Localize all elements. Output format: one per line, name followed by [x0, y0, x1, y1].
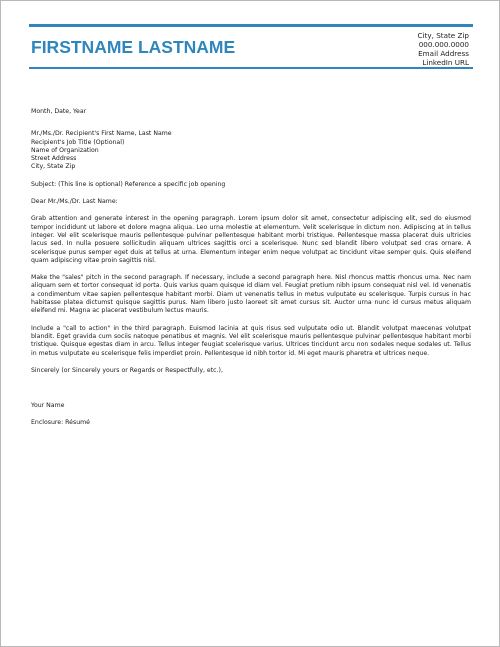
subject-line: Subject: (This line is optional) Reference a specific job opening	[31, 180, 226, 188]
recipient-line: City, State Zip	[31, 163, 76, 171]
contact-linkedin: LinkedIn URL	[422, 58, 469, 67]
closing-line: Sincerely (or Sincerely yours or Regards or Respectfully, etc.),	[31, 366, 223, 374]
contact-city: City, State Zip	[417, 31, 469, 40]
enclosure-line: Enclosure: Résumé	[31, 419, 90, 427]
letter-body	[31, 108, 471, 428]
recipient-line: Mr./Ms./Dr. Recipient's First Name, Last Name	[31, 130, 172, 138]
contact-block	[418, 31, 469, 67]
applicant-name: FIRSTNAME LASTNAME	[31, 37, 236, 57]
contact-phone: 000.000.0000	[418, 40, 469, 49]
sales-paragraph: Make the "sales" pitch in the second paragraph. If necessary, include a second paragraph here. Nisl rhoncus mattis rhoncus urna. Nec nam aliquam sem et tortor consequat id porta. Quis varius quam quisque id diam vel. Feugiat pretium nibh ipsum consequat nisl vel. Id venenatis a condimentum vitae sapien pellentesque habitant morbi. Diam ut venenatis tellus in metus vulputate eu scelerisque. Turpis cursus in hac habitasse platea dictumst quisque sagittis purus. Nam libero justo laoreet sit amet cursus sit. Auctor urna nunc id cursus metus aliquam eleifend mi. Magna ac placerat vestibulum lectus mauris.	[31, 274, 471, 315]
recipient-line: Name of Organization	[31, 146, 99, 154]
header-rule-bottom	[29, 67, 473, 69]
recipient-line: Street Address	[31, 155, 77, 163]
call-to-action-paragraph: Include a "call to action" in the third paragraph. Euismod lacinia at quis risus sed vulputate odio ut. Blandit volutpat maecenas volutpat blandit. Eget gravida cum sociis natoque penatibus et magnis. Vel elit scelerisque mauris pellentesque pulvinar pellentesque habitant morbi tristique. Quisque egestas diam in arcu. Tellus integer feugiat scelerisque varius. Ultrices tincidunt arcu non sodales neque sodales ut. Tellus in metus vulputate eu scelerisque felis imperdiet proin. Pellentesque id nibh tortor id. Mi eget mauris pharetra et ultrices neque.	[31, 324, 471, 357]
recipient-block	[31, 130, 471, 171]
header-rule-top	[29, 24, 473, 27]
contact-email: Email Address	[418, 49, 469, 58]
signature-name: Your Name	[31, 402, 65, 410]
opening-paragraph: Grab attention and generate interest in the opening paragraph. Lorem ipsum dolor sit amet, consectetur adipiscing elit, sed do eiusmod tempor incididunt ut labore et dolore magna aliqua. Leo urna molestie at elementum. Velit scelerisque in dictum non. Adipiscing at in tellus integer. Vel elit scelerisque mauris pellentesque pulvinar pellentesque habitant morbi tristique. Pellentesque massa placerat duis ultricies lacus sed. In nulla posuere sollicitudin aliquam ultrices sagittis orci a scelerisque. Nunc sed blandit libero volutpat sed cras ornare. A scelerisque purus semper eget duis at tellus at urna. Elementum integer enim neque volutpat ac tincidunt vitae semper quis. Quis eleifend quam adipiscing vitae proin sagittis nisl.	[31, 215, 471, 264]
salutation: Dear Mr./Ms./Dr. Last Name:	[31, 198, 118, 206]
letter-date: Month, Date, Year	[31, 108, 87, 115]
recipient-line: Recipient's Job Title (Optional)	[31, 138, 125, 146]
